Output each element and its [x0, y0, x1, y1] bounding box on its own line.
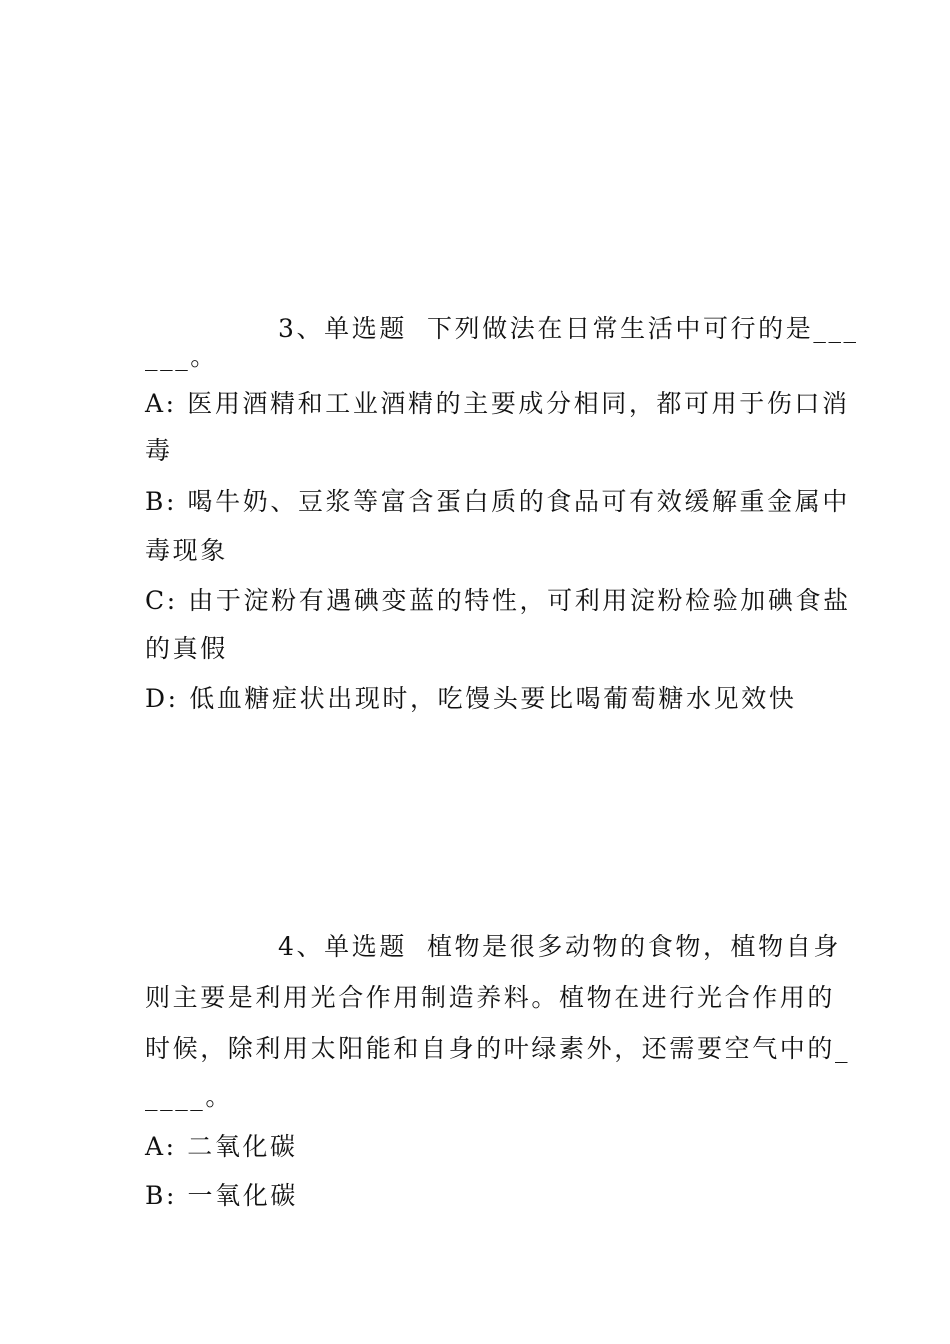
question-number: 3	[278, 314, 297, 343]
enum-comma: 、	[296, 932, 325, 961]
question-stem-line: 时候，除利用太阳能和自身的叶绿素外，还需要空气中的_	[145, 1034, 851, 1063]
option-a-line: 毒	[145, 436, 173, 465]
option-b-line: B: 一氧化碳	[145, 1181, 298, 1210]
option-a-line: A: 医用酒精和工业酒精的主要成分相同，都可用于伤口消	[145, 389, 850, 418]
question-type: 单选题	[324, 314, 407, 343]
option-a-line: A: 二氧化碳	[145, 1132, 298, 1161]
option-b-line: B: 喝牛奶、豆浆等富含蛋白质的食品可有效缓解重金属中	[145, 487, 850, 516]
question-number: 4	[278, 932, 297, 961]
question-stem-line: ____。	[145, 1082, 234, 1111]
question-stem-line: 下列做法在日常生活中可行的是___	[426, 314, 859, 343]
question-4-header	[278, 932, 938, 962]
question-stem-line: 植物是很多动物的食物，植物自身	[426, 932, 841, 961]
question-3-header	[278, 314, 938, 344]
option-b-line: 毒现象	[145, 536, 228, 565]
enum-comma: 、	[296, 314, 325, 343]
option-d-line: D: 低血糖症状出现时，吃馒头要比喝葡萄糖水见效快	[145, 684, 797, 713]
question-stem-line: 则主要是利用光合作用制造养料。植物在进行光合作用的	[145, 983, 836, 1012]
question-type: 单选题	[324, 932, 407, 961]
option-c-line: 的真假	[145, 634, 228, 663]
question-stem-line: ___。	[145, 342, 218, 371]
option-c-line: C: 由于淀粉有遇碘变蓝的特性，可利用淀粉检验加碘食盐	[145, 586, 851, 615]
